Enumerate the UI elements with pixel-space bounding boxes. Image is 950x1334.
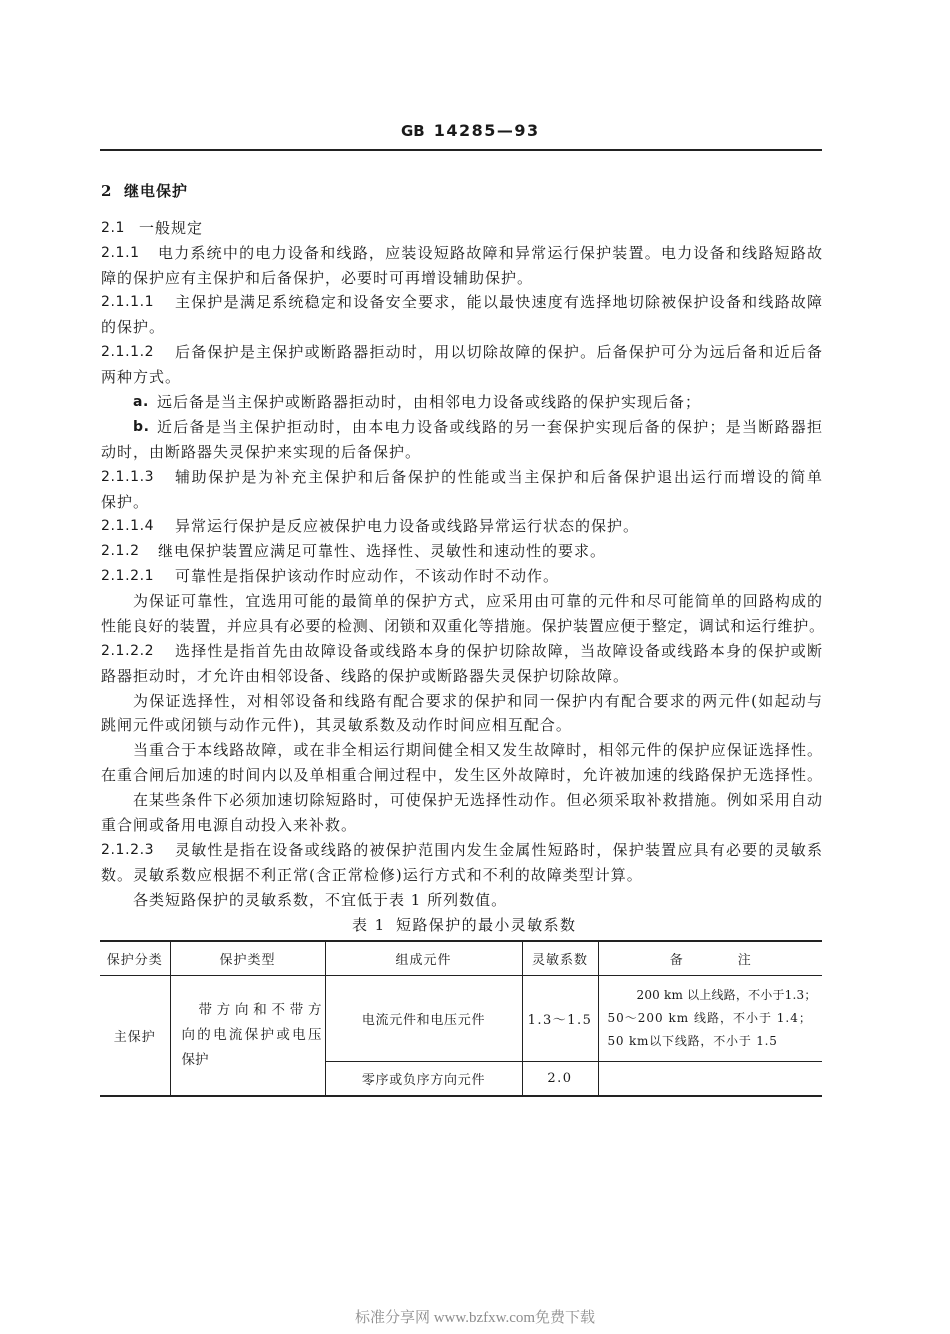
paragraph-selectivity-2-line-2: 在重合闸后加速的时间内以及单相重合闸过程中，发生区外故障时，允许被加速的线路保护无选择性。 (101, 766, 822, 784)
sensitivity-table (100, 940, 822, 1097)
paragraph-reliability-line-2: 性能良好的装置，并应具有必要的检测、闭锁和双重化等措施。保护装置应便于整定，调试和运行维护。 (101, 617, 824, 635)
protection-type-line: 带方向和不带方 (198, 1001, 322, 1018)
clause-number-2-1-1-3: 2.1.1.3 (101, 469, 155, 485)
column-header-category: 保护分类 (100, 941, 170, 976)
clause-2-1-1-3-line-2: 保护。 (101, 493, 150, 511)
protection-category-cell: 主保护 (100, 976, 170, 1096)
clause-2-1-2-2-line-2: 路器拒动时，才允许由相邻设备、线路的保护或断路器失灵保护切除故障。 (101, 667, 630, 685)
list-item-a-line-1: 远后备是当主保护或断路器拒动时，由相邻电力设备或线路的保护实现后备； (157, 393, 702, 411)
column-header-component: 组成元件 (325, 941, 522, 976)
section-number: 2 (101, 182, 113, 200)
clause-2-1-1-4-line-1: 异常运行保护是反应被保护电力设备或线路异常运行状态的保护。 (175, 517, 640, 535)
clause-2-1-heading: 一般规定 (139, 219, 204, 237)
remarks-cell (598, 976, 822, 1062)
table-header-row (100, 941, 822, 976)
paragraph-selectivity-3-line-1: 在某些条件下必须加速切除短路时，可使保护无选择性动作。但必须采取补救措施。例如采用自动 (133, 791, 822, 809)
column-header-coefficient: 灵敏系数 (522, 941, 598, 976)
paragraph-selectivity-3-line-2: 重合闸或备用电源自动投入来补救。 (101, 816, 358, 834)
document-code (401, 122, 540, 140)
clause-2-1-1-line-1: 电力系统中的电力设备和线路，应装设短路故障和异常运行保护装置。电力设备和线路短路故 (158, 244, 822, 262)
paragraph-selectivity-1-line-1: 为保证选择性，对相邻设备和线路有配合要求的保护和同一保护内有配合要求的两元件(如起动与 (133, 692, 822, 710)
clause-number-2-1-1-4: 2.1.1.4 (101, 518, 155, 534)
footer-watermark: 标准分享网 www.bzfxw.com免费下载 (354, 1310, 596, 1326)
clause-2-1-1-2-line-1: 后备保护是主保护或断路器拒动时，用以切除故障的保护。后备保护可分为远后备和近后备 (175, 343, 822, 361)
component-cell: 电流元件和电压元件 (325, 976, 522, 1062)
clause-2-1-2-2-line-1: 选择性是指首先由故障设备或线路本身的保护切除故障，当故障设备或线路本身的保护或断 (175, 642, 822, 660)
protection-type-line: 保护 (181, 1051, 209, 1068)
clause-2-1-1-3-line-1: 辅助保护是为补充主保护和后备保护的性能或当主保护和后备保护退出运行而增设的简单 (175, 468, 822, 486)
standard-prefix: GB (401, 122, 425, 140)
paragraph-selectivity-2-line-1: 当重合于本线路故障，或在非全相运行期间健全相又发生故障时，相邻元件的保护应保证选择性。 (133, 741, 822, 759)
clause-2-1-2-1-line-1: 可靠性是指保护该动作时应动作，不该动作时不动作。 (175, 567, 560, 585)
remark-line: 200 km 以上线路，不小于1.3； (636, 988, 817, 1002)
paragraph-selectivity-1-line-2: 跳闸元件或闭锁与动作元件)，其灵敏系数及动作时间应相互配合。 (101, 716, 572, 734)
table-caption-title: 短路保护的最小灵敏系数 (396, 916, 577, 934)
column-header-remarks (598, 941, 822, 976)
clause-2-1-1-line-2: 障的保护应有主保护和后备保护，必要时可再增设辅助保护。 (101, 269, 534, 287)
clause-2-1-1-1-line-1: 主保护是满足系统稳定和设备安全要求，能以最快速度有选择地切除被保护设备和线路故障 (175, 293, 822, 311)
table-caption-label: 表 1 (352, 916, 386, 934)
remark-line: 50 km以下线路，不小于 1.5 (607, 1034, 778, 1048)
section-title: 继电保护 (124, 182, 189, 200)
column-header-remarks-label: 备注 (669, 953, 806, 968)
remark-line: 50～200 km 线路，不小于 1.4； (607, 1011, 812, 1025)
list-marker-b: b. (133, 419, 150, 435)
remarks-cell-empty (598, 1062, 822, 1096)
list-item-b-line-1: 近后备是当主保护拒动时，由本电力设备或线路的另一套保护实现后备的保护；是当断路器拒 (157, 418, 822, 436)
column-header-type: 保护类型 (170, 941, 325, 976)
list-item-b-line-2: 动时，由断路器失灵保护来实现的后备保护。 (101, 443, 422, 461)
clause-number-2-1-2-2: 2.1.2.2 (101, 643, 155, 659)
paragraph-sensitivity-line-1: 各类短路保护的灵敏系数，不宜低于表 1 所列数值。 (133, 891, 508, 909)
protection-type-cell (170, 976, 325, 1096)
clause-2-1-1-2-line-2: 两种方式。 (101, 368, 182, 386)
standard-number: 14285—93 (433, 121, 540, 140)
protection-type-line: 向的电流保护或电压 (181, 1026, 322, 1043)
clause-number-2-1-2-1: 2.1.2.1 (101, 568, 155, 584)
clause-2-1-2-line-1: 继电保护装置应满足可靠性、选择性、灵敏性和速动性的要求。 (158, 542, 607, 560)
clause-2-1-1-1-line-2: 的保护。 (101, 318, 166, 336)
clause-number-2-1-2: 2.1.2 (101, 543, 140, 559)
clause-2-1-2-3-line-2: 数。灵敏系数应根据不利正常(含正常检修)运行方式和不利的故障类型计算。 (101, 866, 643, 884)
clause-number-2-1-2-3: 2.1.2.3 (101, 842, 155, 858)
coefficient-cell: 2.0 (522, 1062, 598, 1096)
clause-2-1-2-3-line-1: 灵敏性是指在设备或线路的被保护范围内发生金属性短路时，保护装置应具有必要的灵敏系 (175, 841, 822, 859)
clause-number-2-1-1: 2.1.1 (101, 245, 140, 261)
paragraph-reliability-line-1: 为保证可靠性，宜选用可能的最简单的保护方式，应采用由可靠的元件和尽可能简单的回路构成的 (133, 592, 822, 610)
table-row (100, 976, 822, 1062)
clause-number-2-1-1-2: 2.1.1.2 (101, 344, 155, 360)
clause-number-2-1: 2.1 (101, 220, 126, 236)
clause-number-2-1-1-1: 2.1.1.1 (101, 294, 155, 310)
header-rule (100, 149, 822, 151)
list-marker-a: a. (133, 394, 149, 410)
component-cell: 零序或负序方向元件 (325, 1062, 522, 1096)
coefficient-cell: 1.3～1.5 (522, 976, 598, 1062)
